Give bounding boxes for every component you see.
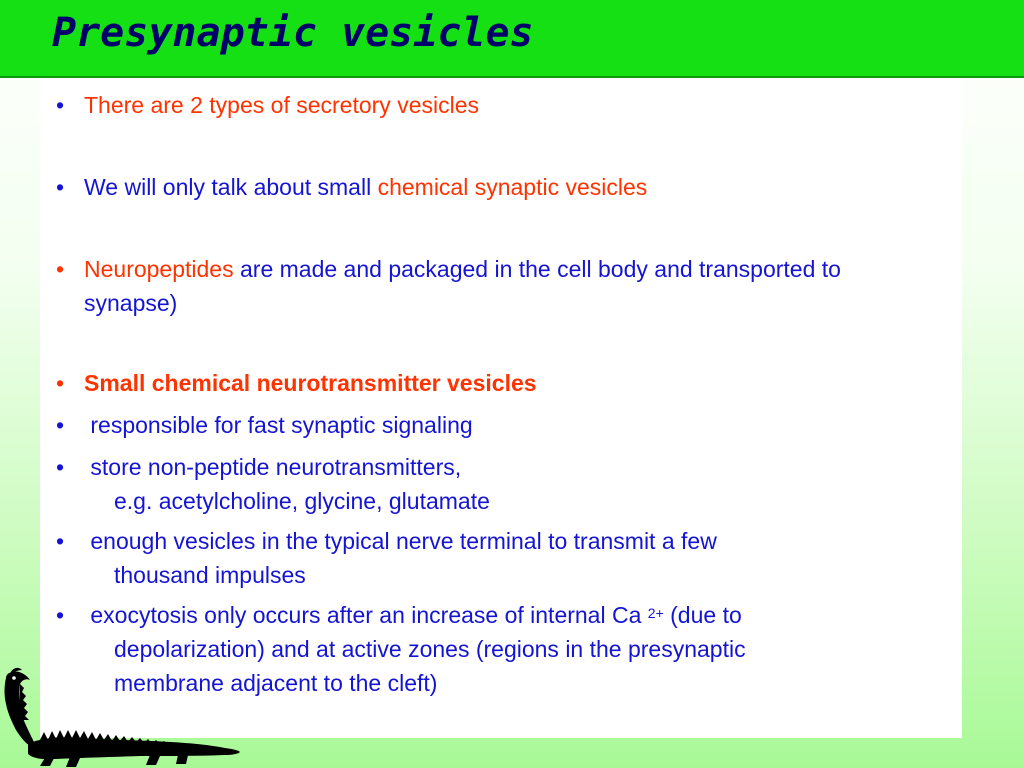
bullet-continuation: thousand impulses [114, 562, 306, 588]
bullet-text-continued: (due to [663, 602, 742, 628]
bullet-text: responsible for fast synaptic signaling [84, 412, 473, 438]
bullet-highlight: Neuropeptides [84, 256, 234, 282]
bullet-glyph: • [56, 92, 65, 118]
bullet-continuation: depolarization) and at active zones (regions in the presynaptic [114, 636, 746, 662]
content-panel [40, 78, 962, 738]
bullet-text: enough vesicles in the typical nerve terminal to transmit a few [84, 528, 717, 554]
bullet-text: We will only talk about small [84, 174, 378, 200]
bullet-glyph: • [56, 528, 65, 554]
bullet-glyph: • [56, 370, 65, 396]
superscript: 2+ [647, 605, 664, 621]
bullet-text: are made and packaged in the cell body and transported to synapse) [84, 256, 841, 316]
bullet-glyph: • [56, 412, 65, 438]
title-bar [0, 0, 1024, 78]
slide-title: Presynaptic vesicles [52, 10, 534, 56]
bullet-glyph: • [56, 454, 65, 480]
bullet-glyph: • [56, 174, 65, 200]
bullet-text: store non-peptide neurotransmitters, [84, 454, 462, 480]
bullet-continuation: e.g. acetylcholine, glycine, glutamate [114, 488, 490, 514]
bullet-text: Small chemical neurotransmitter vesicles [84, 370, 537, 396]
bullet-highlight: chemical synaptic vesicles [377, 174, 648, 200]
bullet-glyph: • [56, 256, 65, 282]
bullet-text: exocytosis only occurs after an increase of internal Ca [84, 602, 648, 628]
bullet-glyph: • [56, 602, 65, 628]
bullet-continuation: membrane adjacent to the cleft) [114, 670, 438, 696]
crocodile-silhouette-icon [0, 660, 245, 768]
bullet-text: There are 2 types of secretory vesicles [84, 92, 479, 118]
